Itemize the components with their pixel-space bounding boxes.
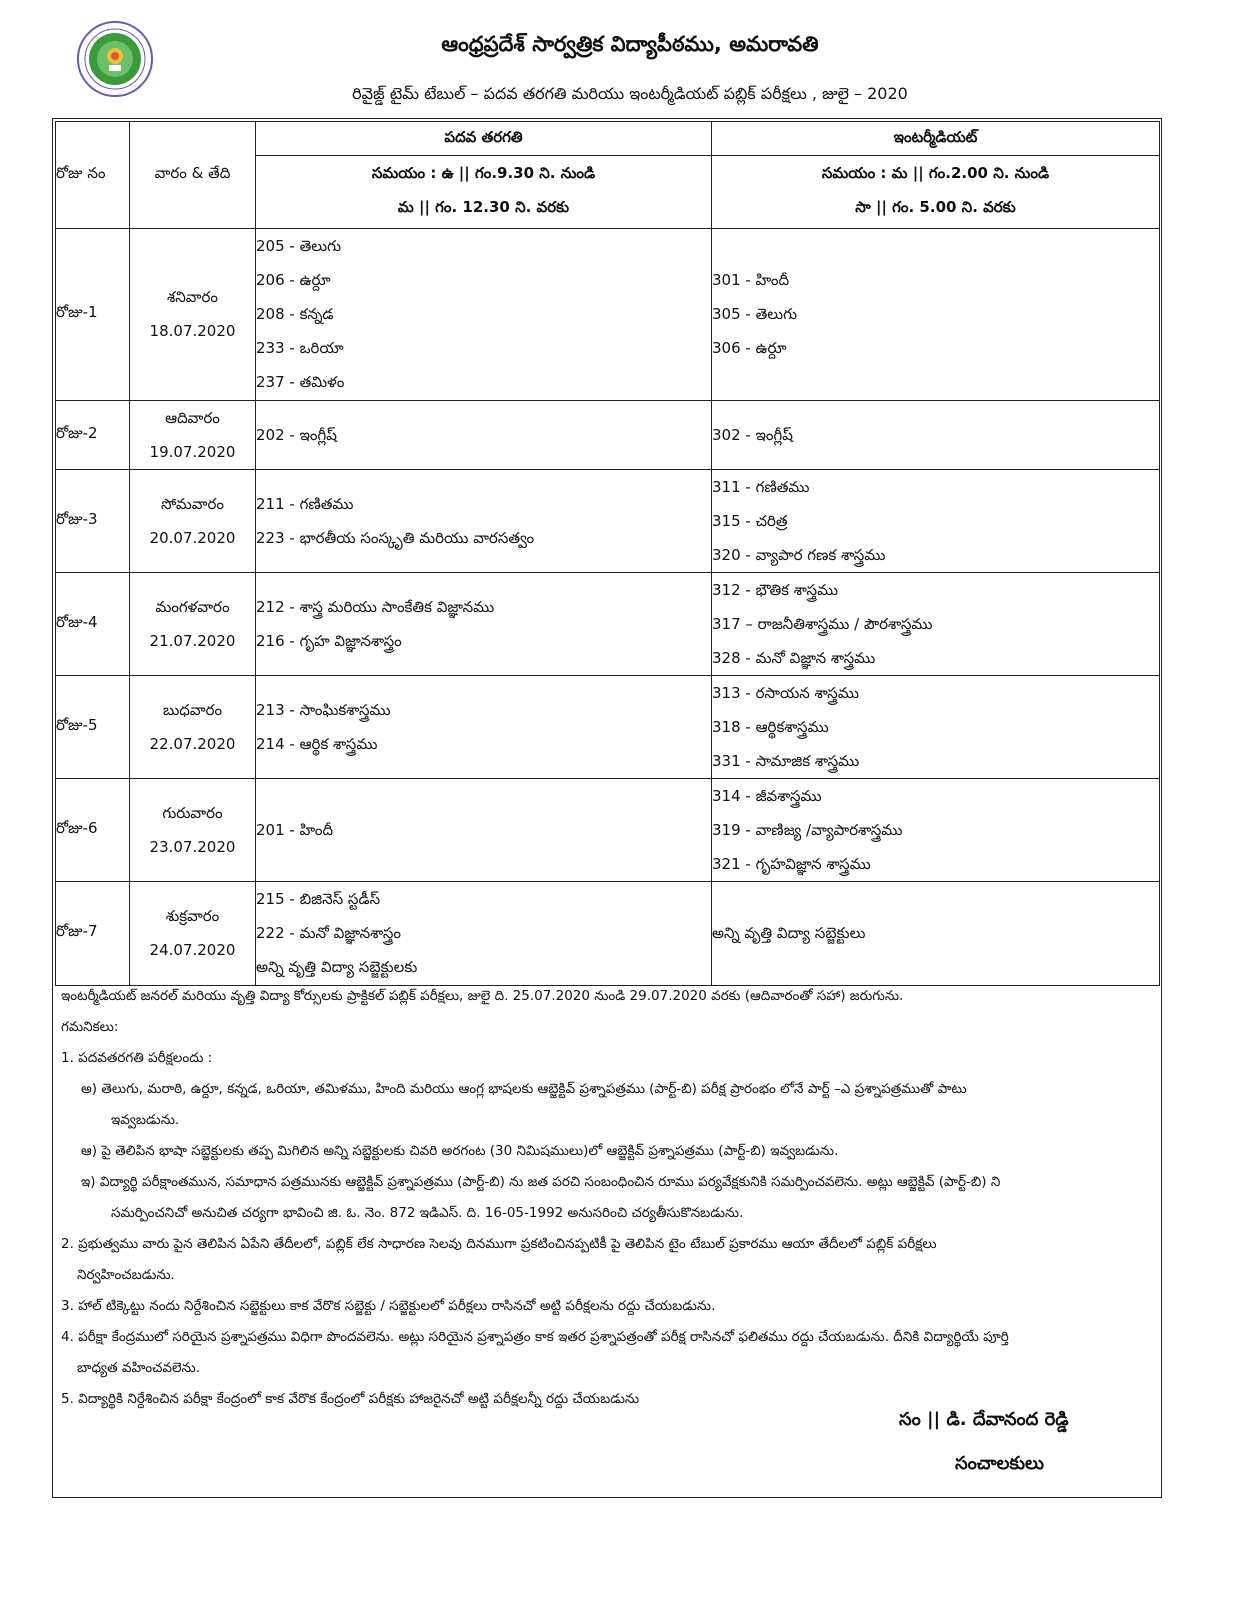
- list-item: 233 - ఒరియా: [256, 339, 344, 357]
- list-item: 216 - గృహ విజ్ఞానశాస్త్రం: [256, 631, 402, 650]
- list-item: 222 - మనో విజ్ఞానశాస్త్రం: [256, 924, 402, 942]
- list-item: 306 - ఉర్దూ: [712, 339, 787, 357]
- exam-date: 23.07.2020: [149, 837, 236, 856]
- exam-date: 22.07.2020: [149, 734, 236, 753]
- note-1-title: 1. పదవతరగతి పరీక్షలందు :: [61, 1050, 213, 1066]
- list-item: 211 - గణితము: [256, 494, 354, 513]
- list-item: 305 - తెలుగు: [712, 305, 798, 323]
- exam-date: 20.07.2020: [149, 528, 236, 547]
- table-row: [56, 881, 1160, 985]
- weekday-date: [130, 675, 256, 778]
- page-title: ఆంధ్రప్రదేశ్ సార్వత్రిక విద్యాపీఠము, అమరావతి: [441, 32, 819, 56]
- list-item: 319 - వాణిజ్య /వ్యాపారశాస్త్రము: [712, 820, 903, 839]
- note-4: 4. పరీక్షా కేంద్రములో సరియైన ప్రశ్నాపత్రము విధిగా పొందవలెను. అట్లు సరియైన ప్రశ్నాపత్రం కాక ఇతర ప్రశ్నాపత్రంతో పరీక్ష రాసినచో ఫలితము రద్దు చేయబడును. దీనికి విద్యార్థియే పూర్తి: [61, 1329, 1009, 1345]
- column-header-date: వారం & తేది: [130, 122, 256, 229]
- note-1a-continued: ఇవ్వబడును.: [111, 1112, 180, 1128]
- inter-time-start: సమయం : మ || గం.2.00 ని. నుండి: [712, 156, 1160, 191]
- ssc-time-start: సమయం : ఉ || గం.9.30 ని. నుండి: [256, 156, 712, 191]
- ssc-subjects: [256, 228, 712, 400]
- inter-subjects: [712, 675, 1160, 778]
- weekday-date: [130, 572, 256, 675]
- weekday-date: [130, 881, 256, 985]
- table-row: [56, 228, 1160, 400]
- list-item: 331 - సామాజిక శాస్త్రము: [712, 751, 860, 770]
- ssc-subjects: [256, 675, 712, 778]
- ssc-subjects: [256, 778, 712, 881]
- inter-subjects: [712, 228, 1160, 400]
- weekday: శుక్రవారం: [165, 907, 220, 925]
- list-item: 315 - చరిత్ర: [712, 511, 788, 530]
- column-header-ssc: పదవ తరగతి: [256, 122, 712, 156]
- list-item: అన్ని వృత్తి విద్యా సబ్జెక్టులకు: [256, 958, 418, 976]
- list-item: 317 – రాజనీతిశాస్త్రము / పౌరశాస్త్రము: [712, 614, 933, 633]
- exam-date: 18.07.2020: [149, 322, 236, 340]
- note-1c: ఇ) విద్యార్థి పరీక్షాంతమున, సమాధాన పత్రమునకు ఆబ్జెక్టివ్ ప్రశ్నాపత్రము (పార్ట్-బి) ను జత పరచి సంబంధించిన రూము పర్యవేక్షకునికి సమర్పించవలెను. అట్లు ఆబ్జెక్టివ్ (పార్ట్-బి) ని: [81, 1174, 1001, 1190]
- ssc-subjects: [256, 400, 712, 469]
- table-row: [56, 675, 1160, 778]
- list-item: 215 - బిజినెస్ స్టడీస్: [256, 890, 381, 908]
- list-item: 312 - భౌతిక శాస్త్రము: [712, 580, 839, 599]
- exam-date: 21.07.2020: [149, 631, 236, 650]
- table-row: [56, 572, 1160, 675]
- list-item: 223 - భారతీయ సంస్కృతి మరియు వారసత్వం: [256, 528, 535, 547]
- note-1b: ఆ) పై తెలిపిన భాషా సబ్జెక్టులకు తప్ప మిగిలిన అన్ని సబ్జెక్టులకు చివరి అరగంట (30 నిమిషములు)లో ఆబ్జెక్టివ్ ప్రశ్నాపత్రము (పార్ట్-బి) ఇవ్వబడును.: [81, 1143, 839, 1159]
- exam-date: 24.07.2020: [149, 941, 236, 959]
- list-item: 318 - ఆర్థికశాస్త్రము: [712, 717, 829, 736]
- table-row: [56, 778, 1160, 881]
- column-header-day: రోజు నం: [56, 122, 130, 229]
- list-item: 201 - హిందీ: [256, 820, 334, 839]
- day-number: రోజు-2: [56, 400, 130, 469]
- day-number: రోజు-4: [56, 572, 130, 675]
- list-item: 208 - కన్నడ: [256, 305, 334, 323]
- note-4-continued: బాధ్యత వహించవలెను.: [77, 1360, 200, 1376]
- list-item: 314 - జీవశాస్త్రము: [712, 786, 822, 805]
- inter-subjects: [712, 572, 1160, 675]
- column-header-inter: ఇంటర్మీడియట్: [712, 122, 1160, 156]
- list-item: 321 - గృహవిజ్ఞాన శాస్త్రము: [712, 854, 871, 873]
- note-3: 3. హాల్ టిక్కెట్టు నందు నిర్దేశించిన సబ్జెక్టులు కాక వేరొక సబ్జెక్టు / సబ్జెక్టులలో పరీక్షలు రాసినచో అట్టి పరీక్షలను రద్దు చేయబడును.: [61, 1298, 716, 1314]
- note-5: 5. విద్యార్థికి నిర్దేశించిన పరీక్షా కేంద్రంలో కాక వేరొక కేంద్రంలో పరీక్షకు హాజరైనచో అట్టి పరీక్షలన్నీ రద్దు చేయబడును: [61, 1391, 640, 1407]
- weekday-date: [130, 778, 256, 881]
- list-item: 320 - వ్యాపార గణక శాస్త్రము: [712, 545, 886, 564]
- ssc-subjects: [256, 881, 712, 985]
- list-item: 302 - ఇంగ్లీష్: [712, 425, 793, 444]
- note-2: 2. ప్రభుత్వము వారు పైన తెలిపిన ఏపేని తేదీలలో, పబ్లిక్ లేక సాధారణ సెలవు దినముగా ప్రకటించినప్పటికీ పై తెలిపిన టైం టేబుల్ ప్రకారము ఆయా తేదీలలో పబ్లిక్ పరీక్షలు: [61, 1236, 937, 1252]
- weekday: గురువారం: [162, 803, 223, 822]
- weekday-date: [130, 400, 256, 469]
- list-item: 237 - తమిళం: [256, 373, 345, 391]
- inter-subjects: [712, 778, 1160, 881]
- inter-subjects: [712, 881, 1160, 985]
- list-item: 328 - మనో విజ్ఞాన శాస్త్రము: [712, 648, 876, 667]
- list-item: 311 - గణితము: [712, 477, 810, 496]
- practical-exam-note: ఇంటర్మీడియట్ జనరల్ మరియు వృత్తి విద్యా కోర్సులకు ప్రాక్టికల్ పబ్లిక్ పరీక్షలు, జులై ది. 25.07.2020 నుండి 29.07.2020 వరకు (ఆదివారంతో సహా) జరుగును.: [61, 988, 904, 1004]
- notes-section: [53, 981, 1161, 1415]
- exam-date: 19.07.2020: [149, 442, 236, 461]
- signature-designation: సంచాలకులు: [955, 1453, 1044, 1474]
- table-row: [56, 400, 1160, 469]
- list-item: 313 - రసాయన శాస్త్రము: [712, 683, 859, 702]
- page-subtitle: రివైజ్డ్ టైమ్ టేబుల్ – పదవ తరగతి మరియు ఇంటర్మీడియట్ పబ్లిక్ పరీక్షలు , జులై – 2020: [352, 84, 908, 103]
- inter-subjects: [712, 400, 1160, 469]
- list-item: 213 - సాంఘికశాస్త్రము: [256, 700, 391, 719]
- weekday: ఆదివారం: [165, 408, 220, 427]
- document-sheet: [52, 118, 1162, 1498]
- list-item: 214 - ఆర్థిక శాస్త్రము: [256, 734, 378, 753]
- weekday-date: [130, 469, 256, 572]
- weekday: సోమవారం: [161, 494, 224, 513]
- list-item: 212 - శాస్త్ర మరియు సాంకేతిక విజ్ఞానము: [256, 597, 495, 616]
- day-number: రోజు-3: [56, 469, 130, 572]
- weekday-date: [130, 228, 256, 400]
- weekday: మంగళవారం: [155, 597, 230, 616]
- day-number: రోజు-6: [56, 778, 130, 881]
- list-item: అన్ని వృత్తి విద్యా సబ్జెక్టులు: [712, 924, 866, 942]
- list-item: 205 - తెలుగు: [256, 237, 342, 255]
- note-1c-continued: సమర్పించనిచో అనుచిత చర్యగా భావించి జి. ఓ. నెం. 872 ఇడిఎస్. ది. 16-05-1992 అనుసరించి చర్యతీసుకొనబడును.: [111, 1205, 744, 1221]
- university-seal-logo: [76, 20, 154, 98]
- day-number: రోజు-1: [56, 228, 130, 400]
- list-item: 206 - ఉర్దూ: [256, 271, 331, 289]
- timetable: [55, 121, 1160, 986]
- note-2-continued: నిర్వహించబడును.: [77, 1267, 175, 1283]
- inter-time-end: సా || గం. 5.00 ని. వరకు: [712, 190, 1160, 228]
- ssc-subjects: [256, 572, 712, 675]
- weekday: బుధవారం: [162, 700, 223, 719]
- list-item: 202 - ఇంగ్లీష్: [256, 425, 337, 444]
- day-number: రోజు-5: [56, 675, 130, 778]
- signature-name: సం || డి. దేవానంద రెడ్డి: [899, 1409, 1069, 1430]
- table-row: [56, 469, 1160, 572]
- notes-heading: గమనికలు:: [61, 1019, 119, 1035]
- day-number: రోజు-7: [56, 881, 130, 985]
- note-1a: అ) తెలుగు, మరాఠి, ఉర్దూ, కన్నడ, ఒరియా, తమిళము, హింది మరియు ఆంగ్ల భాషలకు ఆబ్జెక్టివ్ ప్రశ్నాపత్రము (పార్ట్-బి) పరీక్ష ప్రారంభం లోనే పార్ట్ –ఎ ప్రశ్నాపత్రముతో పాటు: [81, 1081, 967, 1097]
- list-item: 301 - హిందీ: [712, 271, 790, 289]
- weekday: శనివారం: [166, 288, 218, 306]
- inter-subjects: [712, 469, 1160, 572]
- ssc-subjects: [256, 469, 712, 572]
- ssc-time-end: మ || గం. 12.30 ని. వరకు: [256, 190, 712, 228]
